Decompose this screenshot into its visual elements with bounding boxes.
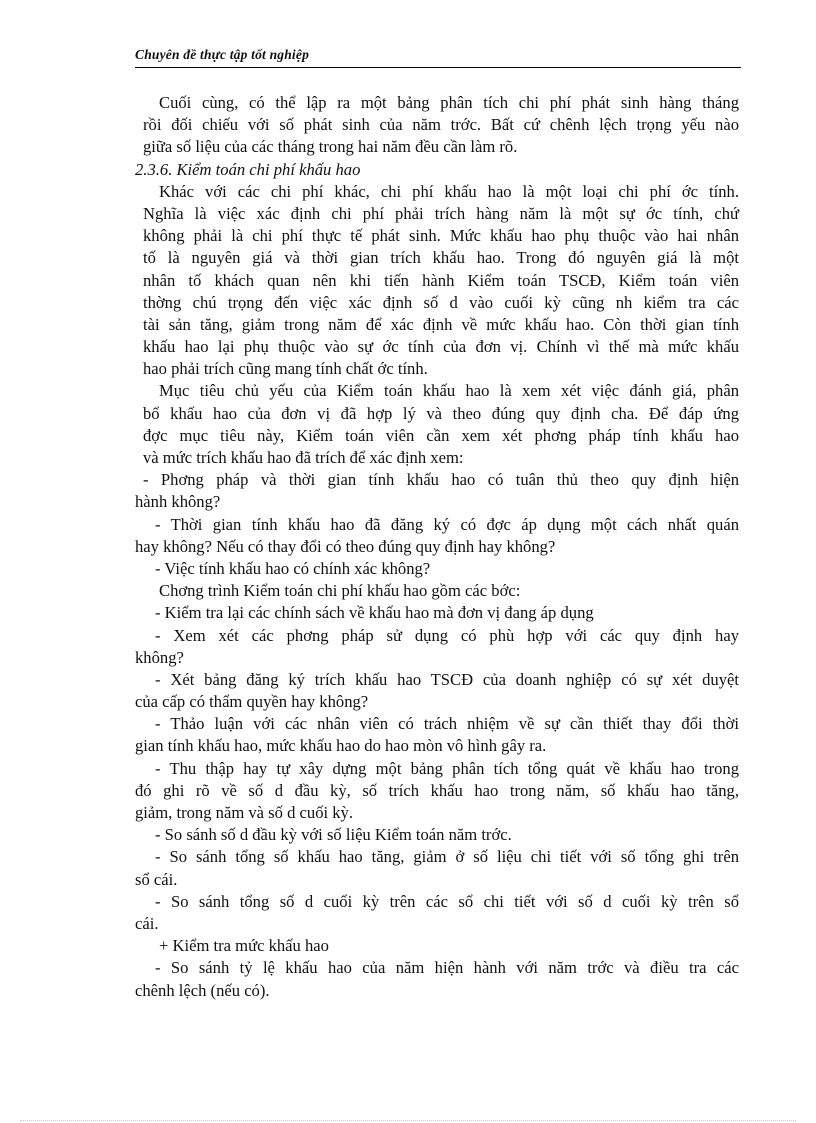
paragraph-line: giữa số liệu của các tháng trong hai năm đều cần làm rõ.	[143, 137, 518, 157]
list-line: chênh lệch (nếu có).	[135, 980, 270, 1000]
paragraph-line: thờng chú trọng đến việc xác định số d vào cuối kỳ cũng nh kiểm tra các	[143, 292, 739, 312]
list-line: hành không?	[135, 492, 221, 512]
paragraph-line: không phải là chi phí thực tế phát sinh. Mức khấu hao phụ thuộc vào hai nhân	[143, 226, 739, 246]
paragraph-line: Cuối cùng, có thể lập ra một bảng phân tích chi phí phát sinh hàng tháng	[159, 93, 739, 112]
list-line: + Kiểm tra mức khấu hao	[159, 936, 329, 956]
list-line: hay không? Nếu có thay đổi có theo đúng quy định hay không?	[135, 536, 556, 556]
list-line: - So sánh tổng số d cuối kỳ trên các sổ chi tiết với số d cuối kỳ trên sổ	[155, 891, 739, 911]
list-line: - So sánh tổng số khấu hao tăng, giảm ở số liệu chi tiết với số tổng ghi trên	[155, 847, 739, 867]
list-line: không?	[135, 647, 184, 667]
list-line: - Việc tính khấu hao có chính xác không?	[155, 558, 431, 578]
paragraph-line: Khác với các chi phí khác, chi phí khấu hao là một loại chi phí ớc tính.	[159, 181, 739, 201]
document-body	[135, 92, 739, 1002]
paragraph-line: và mức trích khấu hao đã trích để xác định xem:	[143, 448, 464, 467]
list-line: của cấp có thẩm quyền hay không?	[135, 692, 369, 712]
list-line: - Phơng pháp và thời gian tính khấu hao có tuân thủ theo quy định hiện	[143, 470, 739, 490]
list-line: - Kiểm tra lại các chính sách về khấu hao mà đơn vị đang áp dụng	[155, 603, 594, 623]
paragraph-line: khấu hao lại phụ thuộc vào sự ớc tính của đơn vị. Chính vì thế mà mức khấu	[143, 337, 739, 357]
paragraph-line: nhân tố khách quan nên khi tiến hành Kiểm toán TSCĐ, Kiểm toán viên	[143, 270, 739, 290]
list-line: - Thời gian tính khấu hao đã đăng ký có đợc áp dụng một cách nhất quán	[155, 514, 739, 534]
list-line: - Thu thập hay tự xây dựng một bảng phân tích tổng quát về khấu hao trong	[155, 758, 739, 778]
list-line: giảm, trong năm và số d cuối kỳ.	[135, 803, 353, 822]
list-line: - So sánh số d đầu kỳ với số liệu Kiểm toán năm trớc.	[155, 825, 512, 845]
list-line: - So sánh tỷ lệ khấu hao của năm hiện hành với năm trớc và điều tra các	[155, 958, 739, 978]
list-line: - Xem xét các phơng pháp sử dụng có phù hợp với các quy định hay	[155, 625, 739, 645]
header-title: Chuyên đề thực tập tốt nghiệp	[135, 47, 310, 62]
paragraph-line: hao phải trích cũng mang tính chất ớc tính.	[143, 359, 428, 379]
list-line: - Xét bảng đăng ký trích khấu hao TSCĐ của doanh nghiệp có sự xét duyệt	[155, 669, 739, 689]
paragraph-line: rồi đối chiếu với số phát sinh của năm trớc. Bất cứ chênh lệch trọng yếu nào	[143, 115, 739, 135]
page-bottom-edge	[20, 1120, 796, 1121]
list-line: gian tính khấu hao, mức khấu hao do hao mòn vô hình gây ra.	[135, 736, 547, 756]
list-line: - Thảo luận với các nhân viên có trách nhiệm về sự cần thiết thay đổi thời	[155, 714, 739, 734]
section-heading: 2.3.6. Kiểm toán chi phí khấu hao	[135, 159, 361, 179]
paragraph-line: đợc mục tiêu này, Kiểm toán viên cần xem xét phơng pháp tính khấu hao	[143, 425, 739, 445]
list-line: sổ cái.	[135, 869, 178, 889]
paragraph-line: tài sản tăng, giảm trong năm để xác định về mức khấu hao. Còn thời gian tính	[143, 314, 739, 334]
paragraph-line: Mục tiêu chủ yếu của Kiểm toán khấu hao là xem xét việc đánh giá, phân	[159, 381, 739, 401]
paragraph-line: bổ khấu hao của đơn vị đã hợp lý và theo đúng quy định cha. Để đáp ứng	[143, 403, 739, 423]
list-line: cái.	[135, 913, 159, 933]
paragraph-line: Nghĩa là việc xác định chi phí phải trích hàng năm là một sự ớc tính, chứ	[143, 203, 739, 223]
list-line: đó ghi rõ về số d đầu kỳ, số trích khấu hao trong năm, số khấu hao tăng,	[135, 780, 739, 800]
paragraph-line: tố là nguyên giá và thời gian trích khấu hao. Trong đó nguyên giá là một	[143, 248, 739, 268]
page-header	[135, 47, 741, 68]
paragraph-line: Chơng trình Kiểm toán chi phí khấu hao gồm các bớc:	[159, 581, 521, 601]
